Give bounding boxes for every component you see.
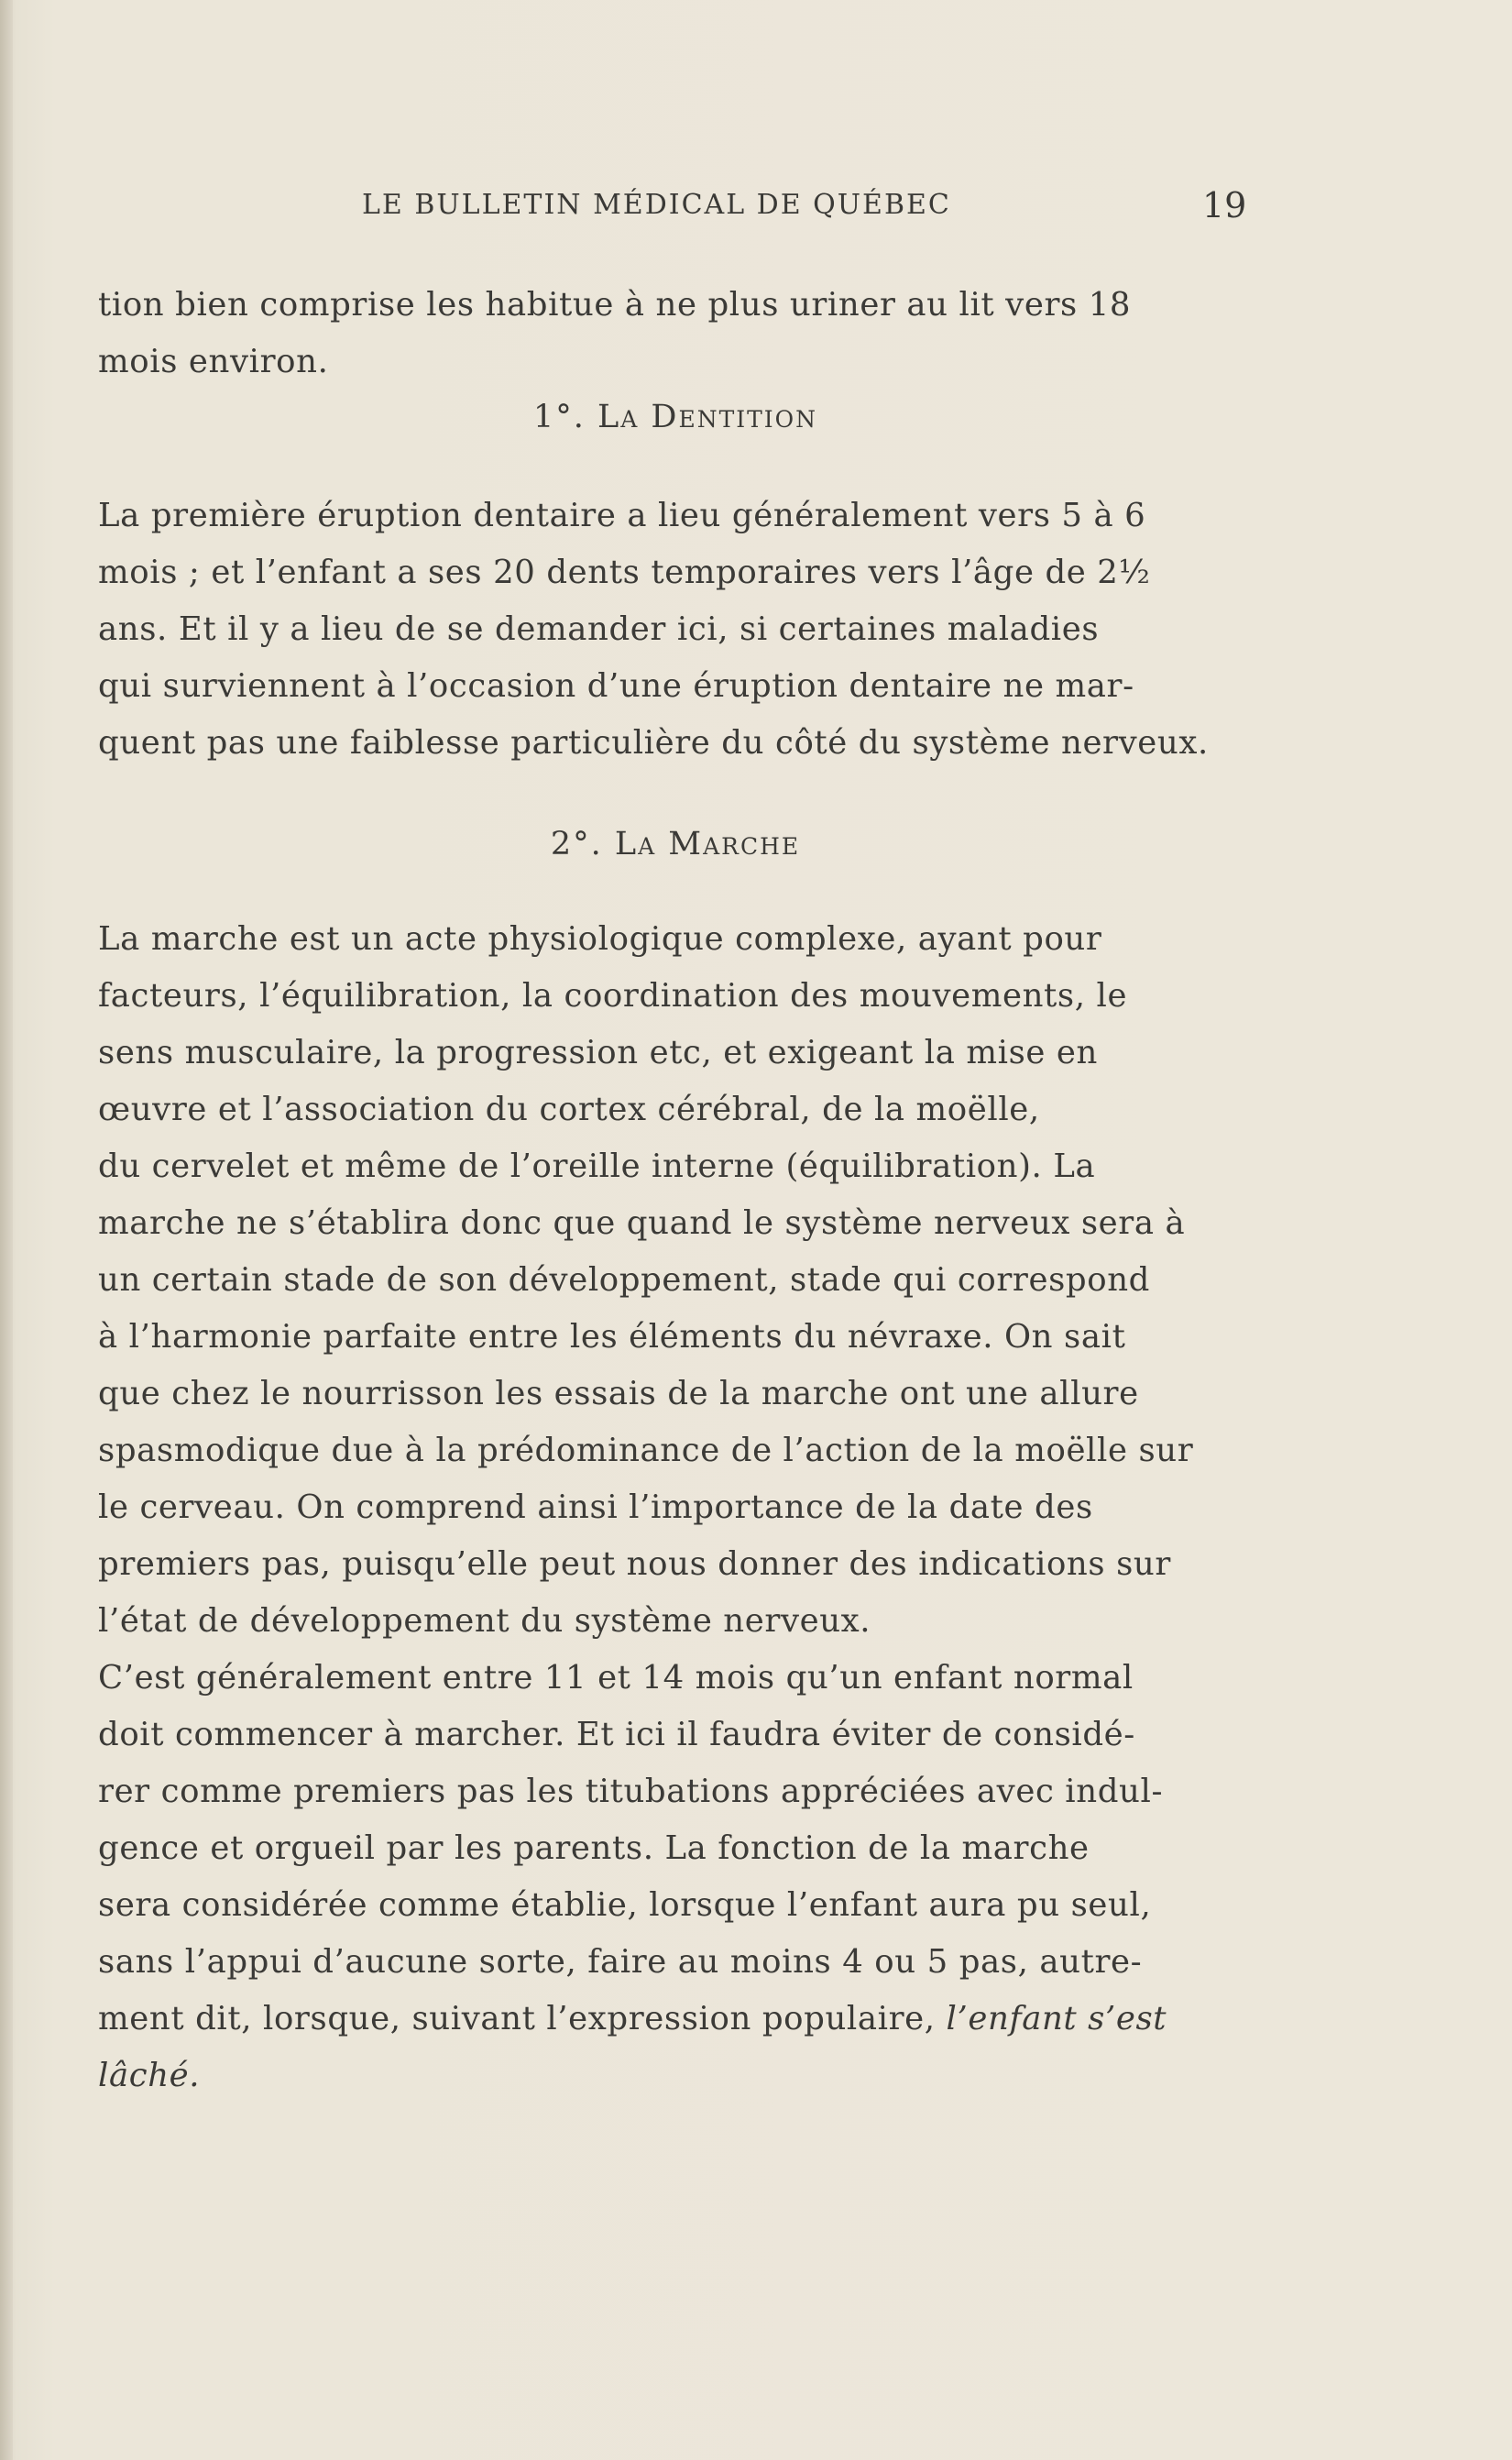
text-line: premiers pas, puisqu’elle peut nous donner des indications sur	[98, 1545, 1171, 1583]
text-line: œuvre et l’association du cortex cérébral, de la moëlle,	[98, 1091, 1040, 1128]
text-line: gence et orgueil par les parents. La fonction de la marche	[98, 1829, 1090, 1867]
text-line: La marche est un acte physiologique complexe, ayant pour	[98, 920, 1102, 958]
text-line: sera considérée comme établie, lorsque l’enfant aura pu seul,	[98, 1886, 1152, 1924]
italic-phrase: l’enfant s’est	[946, 2000, 1167, 2037]
text-line: du cervelet et même de l’oreille interne (équilibration). La	[98, 1148, 1096, 1185]
text-line: facteurs, l’équilibration, la coordination des mouvements, le	[98, 977, 1128, 1015]
text-line: doit commencer à marcher. Et ici il faudra éviter de considé-	[98, 1716, 1135, 1753]
text-line: tion bien comprise les habitue à ne plus uriner au lit vers 18	[98, 286, 1132, 324]
section-heading-marche: 2°. La Marche	[550, 826, 801, 862]
text-line: mois environ.	[98, 343, 329, 380]
text-line: quent pas une faiblesse particulière du côté du système nerveux.	[98, 724, 1209, 762]
running-head	[0, 185, 1512, 235]
text-line: sens musculaire, la progression etc, et exigeant la mise en	[98, 1034, 1098, 1071]
text-line: rer comme premiers pas les titubations appréciées avec indul-	[98, 1773, 1164, 1810]
text-line: que chez le nourrisson les essais de la marche ont une allure	[98, 1375, 1139, 1412]
text-line: ans. Et il y a lieu de se demander ici, si certaines maladies	[98, 610, 1100, 648]
text-line: C’est généralement entre 11 et 14 mois qu’un enfant normal	[98, 1659, 1134, 1697]
section-heading-dentition: 1°. La Dentition	[532, 399, 818, 435]
text-line: La première éruption dentaire a lieu généralement vers 5 à 6	[98, 497, 1146, 534]
text-line: l’état de développement du système nerveux.	[98, 1602, 871, 1640]
text-run: ment dit, lorsque, suivant l’expression populaire,	[98, 2000, 936, 2037]
page-gutter-shadow	[0, 0, 13, 2460]
text-line: spasmodique due à la prédominance de l’action de la moëlle sur	[98, 1432, 1194, 1469]
text-line: mois ; et l’enfant a ses 20 dents temporaires vers l’âge de 2½	[98, 554, 1151, 591]
text-line: marche ne s’établira donc que quand le système nerveux sera à	[98, 1204, 1186, 1242]
page-number: 19	[1202, 185, 1247, 225]
text-line: à l’harmonie parfaite entre les éléments du névraxe. On sait	[98, 1318, 1126, 1356]
running-title: LE BULLETIN MÉDICAL DE QUÉBEC	[362, 189, 951, 221]
text-line: qui surviennent à l’occasion d’une éruption dentaire ne mar-	[98, 667, 1134, 705]
italic-text-line: lâché.	[98, 2057, 201, 2094]
text-line: sans l’appui d’aucune sorte, faire au moins 4 ou 5 pas, autre-	[98, 1943, 1143, 1981]
text-line	[98, 1991, 1253, 2048]
text-line: un certain stade de son développement, stade qui correspond	[98, 1261, 1150, 1299]
text-line: le cerveau. On comprend ainsi l’importance de la date des	[98, 1488, 1093, 1526]
